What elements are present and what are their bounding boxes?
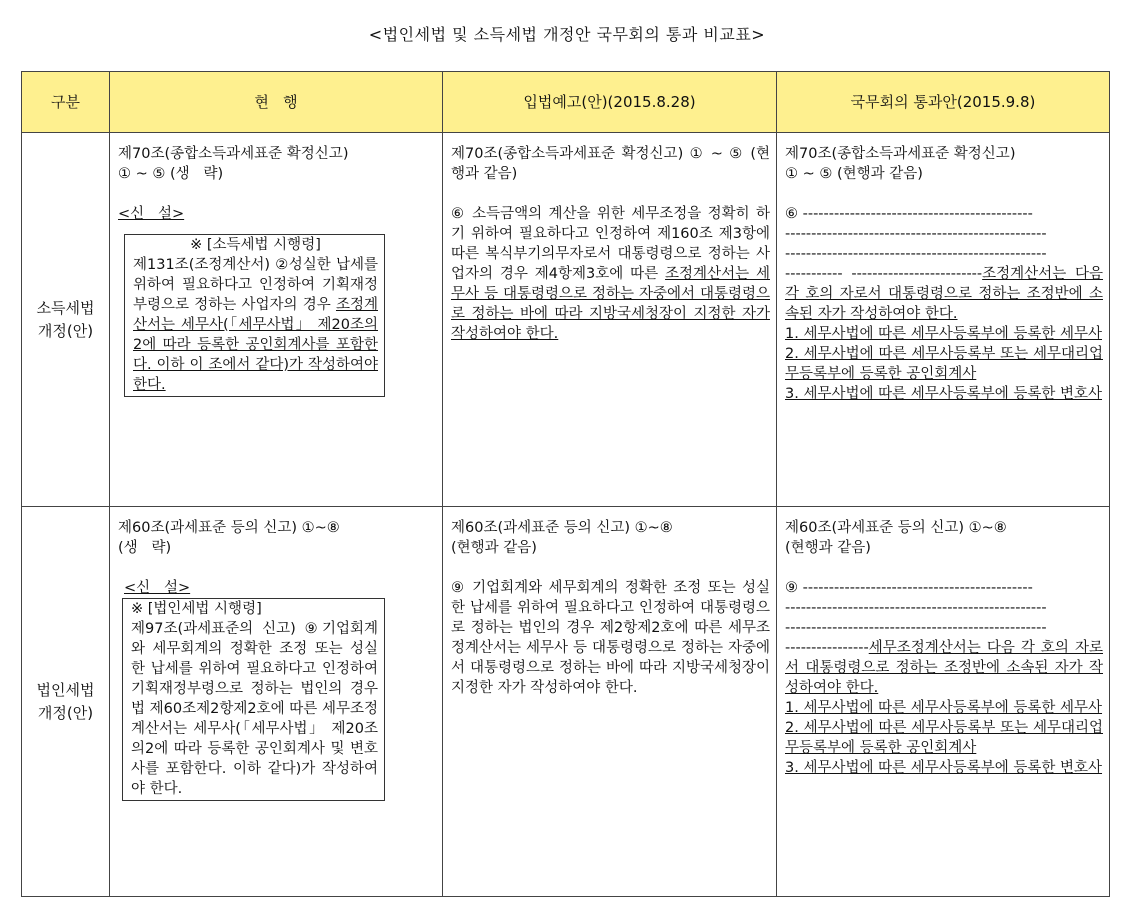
new-provision-label: <신 설> xyxy=(124,580,191,596)
omitted-dash-line: -------------------------------------------------- xyxy=(785,600,1047,616)
article-heading: 제70조(종합소득과세표준 확정신고) xyxy=(118,146,349,162)
cell-income-current xyxy=(110,133,443,507)
header-current: 현 행 xyxy=(110,72,443,133)
cell-income-notice xyxy=(443,133,777,507)
header-passed: 국무회의 통과안(2015.9.8) xyxy=(777,72,1110,133)
comparison-table xyxy=(21,71,1110,897)
article-heading: 제60조(과세표준 등의 신고) ①~⑧ xyxy=(785,520,1007,536)
list-item: 1. 세무사법에 따른 세무사등록부에 등록한 세무사 xyxy=(785,700,1103,716)
new-paragraph: ----------------세무조정계산서는 다음 각 호의 자로서 대통령령으로 정하는 조정반에 소속된 자가 작성하여야 한다. xyxy=(785,640,1103,696)
header-category: 구분 xyxy=(22,72,110,133)
list-item: 3. 세무사법에 따른 세무사등록부에 등록한 변호사 xyxy=(785,386,1103,402)
article-same: (현행과 같음) xyxy=(451,540,537,556)
box-title: ※ [소득세법 시행령] xyxy=(190,237,321,253)
document-title: <법인세법 및 소득세법 개정안 국무회의 통과 비교표> xyxy=(368,25,766,44)
article-heading: 제70조(종합소득과세표준 확정신고) ① ~ ⑤ (현행과 같음) xyxy=(451,146,770,182)
row-label-corporate-tax: 법인세법 개정(안) xyxy=(22,507,110,897)
header-notice: 입법예고(안)(2015.8.28) xyxy=(443,72,777,133)
article-same: (현행과 같음) xyxy=(785,540,871,556)
list-item: 2. 세무사법에 따른 세무사등록부 또는 세무대리업무등록부에 등록한 공인회계사 xyxy=(785,720,1103,756)
article-heading: 제60조(과세표준 등의 신고) ①~⑧ xyxy=(118,520,340,536)
article-omitted: ① ~ ⑤ (생 략) xyxy=(118,166,224,182)
article-same: ① ~ ⑤ (현행과 같음) xyxy=(785,166,923,182)
omitted-dash-line: ⑥ -------------------------------------------- xyxy=(785,206,1033,222)
new-paragraph: ⑥ 소득금액의 계산을 위한 세무조정을 정확히 하기 위하여 필요하다고 인정하여 제160조 제3항에 따른 복식부기의무자로서 대통령령으로 정하는 사업자의 경우 제4항제3호에 따른 조정계산서는 세무사 등 대통령령으로 정하는 자중에서 대통령령으로 정하는 바에 따라 지방국세청장이 지정한 자가 작성하여야 한다. xyxy=(451,206,770,342)
cell-corporate-notice xyxy=(443,507,777,897)
table-row-corporate-tax xyxy=(22,507,1110,897)
box-text: 제97조(과세표준의 신고) ⑨기업회계와 세무회계의 정확한 조정 또는 성실한 납세를 위하여 필요하다고 인정하여 기획재정부령으로 정하는 법인의 경우 법 제60조제2항제2호에 따른 세무조정계산서는 세무사(「세무사법」 제20조의2에 따라 등록한 공인회계사 및 변호사를 포함한다. 이하 같다)가 작성하여야 한다. xyxy=(131,621,378,797)
list-item: 3. 세무사법에 따른 세무사등록부에 등록한 변호사 xyxy=(785,760,1103,776)
enforcement-decree-box: ※ [소득세법 시행령] 제131조(조정계산서) ②성실한 납세를 위하여 필요하다고 인정하여 기획재정부령으로 정하는 사업자의 경우 조정계산서는 세무사(「세무사법」 제20조의2에 따라 등록한 공인회계사를 포함한다. 이하 이 조에서 같다)가 작성하여야 한다. xyxy=(124,234,385,397)
omitted-dash-line: -------------------------------------------------- xyxy=(785,226,1047,242)
new-provision-label: <신 설> xyxy=(118,206,185,222)
article-heading: 제60조(과세표준 등의 신고) ①~⑧ xyxy=(451,520,673,536)
cell-corporate-current xyxy=(110,507,443,897)
new-paragraph: ----------- -------------------------조정계산서는 다음 각 호의 자로서 대통령령으로 정하는 조정반에 소속된 자가 작성하여야 한다. xyxy=(785,266,1104,322)
omitted-dash-line: -------------------------------------------------- xyxy=(785,620,1047,636)
table-row-income-tax xyxy=(22,133,1110,507)
cell-corporate-passed xyxy=(777,507,1110,897)
list-item: 1. 세무사법에 따른 세무사등록부에 등록한 세무사 xyxy=(785,326,1103,342)
new-paragraph: ⑨ 기업회계와 세무회계의 정확한 조정 또는 성실한 납세를 위하여 필요하다고 인정하여 대통령령으로 정하는 법인의 경우 제2항제2호에 따른 세무조정계산서는 세무사 등 대통령령으로 정하는 자중에서 대통령령으로 정하는 바에 따라 지방국세청장이 지정한 자가 작성하여야 한다. xyxy=(451,580,770,696)
omitted-dash-line: ⑨ -------------------------------------------- xyxy=(785,580,1033,596)
header-row xyxy=(22,72,1110,133)
box-title: ※ [법인세법 시행령] xyxy=(131,601,262,617)
enforcement-decree-box xyxy=(122,598,385,801)
cell-income-passed xyxy=(777,133,1110,507)
omitted-dash-line: -------------------------------------------------- xyxy=(785,246,1047,262)
article-heading: 제70조(종합소득과세표준 확정신고) xyxy=(785,146,1016,162)
row-label-income-tax: 소득세법 개정(안) xyxy=(22,133,110,507)
article-omitted: (생 략) xyxy=(118,540,172,556)
list-item: 2. 세무사법에 따른 세무사등록부 또는 세무대리업무등록부에 등록한 공인회계사 xyxy=(785,346,1103,382)
